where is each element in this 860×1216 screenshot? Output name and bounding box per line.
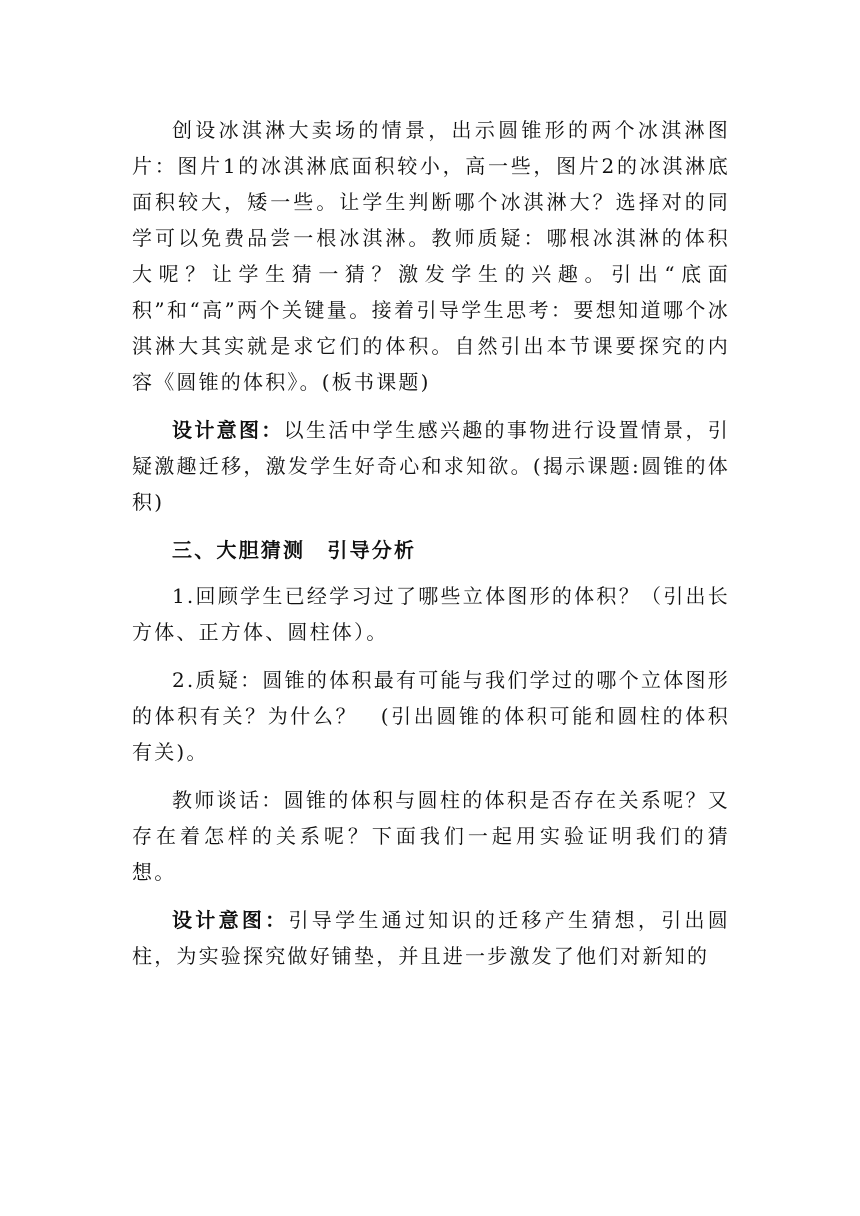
paragraph-design-intent-1 xyxy=(132,412,730,520)
design-intent-text: 引导学生通过知识的迁移产生猜想，引出圆柱，为实验探究做好铺垫，并且进一步激发了他们对新知的 xyxy=(132,908,730,968)
design-intent-label: 设计意图： xyxy=(172,908,289,932)
paragraph-teacher-talk: 教师谈话：圆锥的体积与圆柱的体积是否存在关系呢？又存在着怎样的关系呢？下面我们一起用实验证明我们的猜想。 xyxy=(132,788,730,884)
list-item-1: 1.回顾学生已经学习过了哪些立体图形的体积？（引出长方体、正方体、圆柱体）。 xyxy=(132,584,730,644)
paragraph-scenario: 创设冰淇淋大卖场的情景，出示圆锥形的两个冰淇淋图片：图片1的冰淇淋底面积较小，高一些，图片2的冰淇淋底面积较大，矮一些。让学生判断哪个冰淇淋大？选择对的同学可以免费品尝一根冰淇淋。教师质疑：哪根冰淇淋的体积大呢？让学生猜一猜？激发学生的兴趣。引出“底面积”和“高”两个关键量。接着引导学生思考：要想知道哪个冰淇淋大其实就是求它们的体积。自然引出本节课要探究的内容《圆锥的体积》。(板书课题) xyxy=(132,118,730,394)
list-item-2: 2.质疑：圆锥的体积最有可能与我们学过的哪个立体图形的体积有关？为什么？ (引出圆锥的体积可能和圆柱的体积有关)。 xyxy=(132,668,730,764)
document-body xyxy=(132,112,730,986)
design-intent-text: 以生活中学生感兴趣的事物进行设置情景，引疑激趣迁移，激发学生好奇心和求知欲。(揭示课题:圆锥的体积) xyxy=(132,418,730,514)
section-heading: 三、大胆猜测 引导分析 xyxy=(172,538,417,562)
design-intent-label: 设计意图： xyxy=(172,418,284,442)
paragraph-design-intent-2 xyxy=(132,902,730,974)
